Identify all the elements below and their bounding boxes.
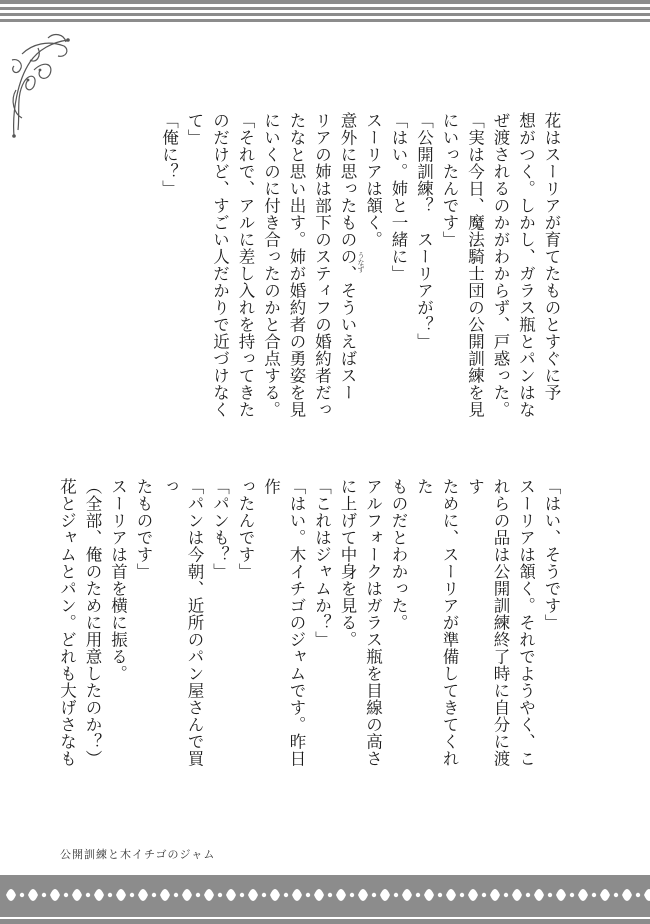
dot-motif: [284, 893, 288, 897]
dot-motif: [394, 893, 398, 897]
dot-motif: [152, 893, 156, 897]
text-column: ったんです」: [236, 478, 255, 580]
dot-motif: [130, 893, 134, 897]
text-column: スーリアは頷く。それでようやく、こ: [516, 478, 536, 767]
dot-motif: [372, 893, 376, 897]
text-column: リアの姉は部下のスティフの婚約者だっ: [312, 112, 332, 418]
running-title: 公開訓練と木イチゴのジャム: [60, 848, 216, 861]
ruby-reading: うなず: [357, 252, 365, 273]
text-column: 「それで、アルに差し入れを持ってきた: [236, 112, 255, 418]
text-column: スーリアは首を横に振る。: [108, 478, 128, 682]
text-column: ぜ渡されるのかがわからず、戸惑った。: [491, 112, 510, 418]
text-column: 「実は今日、魔法騎士団の公開訓練を見: [465, 112, 485, 418]
text-column: 「俺に？」: [159, 112, 179, 197]
text-column: （全部、俺のために用意したのか？）: [83, 478, 102, 767]
upper-text-block: [94, 112, 564, 436]
dot-motif: [548, 893, 552, 897]
text-column: 「公開訓練？ スーリアが？」: [414, 112, 434, 350]
dot-motif: [42, 893, 46, 897]
text-column: 「はい。姉と一緒に」: [389, 112, 408, 282]
text-column: て」: [185, 112, 204, 146]
dot-motif: [526, 893, 530, 897]
dot-motif: [64, 893, 68, 897]
dot-motif: [416, 893, 420, 897]
text-column: ために、スーリアが準備してきてくれた: [414, 478, 459, 767]
dot-motif: [460, 893, 464, 897]
lower-text-block: [57, 478, 564, 768]
text-column: にいくのに付き合ったのかと合点する。: [261, 112, 281, 418]
text-column: 意外に思ったものの、そういえばスー: [338, 112, 357, 401]
dot-motif: [592, 893, 596, 897]
dot-motif: [504, 893, 508, 897]
text-column: アルフォークはガラス瓶を目線の高さ: [363, 478, 383, 767]
text-column: のだけど、すごい人だかりで近づけなく: [210, 112, 230, 418]
text-column: 「これはジャムか？」: [312, 478, 332, 648]
text-column: 花はスーリアが育てたものとすぐに予: [542, 112, 561, 401]
dot-motif: [86, 893, 90, 897]
text-column: に上げて中身を見る。: [338, 478, 357, 648]
dot-motif: [636, 893, 640, 897]
dot-motif: [614, 893, 618, 897]
text-column: 想がつく。しかし、ガラス瓶とパンはな: [516, 112, 536, 418]
dot-motif: [262, 893, 266, 897]
text-column: れらの品は公開訓練終了時に自分に渡す: [465, 478, 510, 767]
top-stripe-border: [0, 0, 650, 28]
text-column: 「パンは今朝、近所のパン屋さんで買っ: [159, 478, 204, 767]
dot-motif: [570, 893, 574, 897]
text-column: スーリアは頷く。: [363, 112, 383, 248]
text-column: 花とジャムとパン。どれも大げさなも: [57, 478, 77, 767]
text-column: たものです」: [134, 478, 153, 580]
corner-flourish-ornament: [8, 30, 74, 142]
dot-motif: [438, 893, 442, 897]
text-column: ものだとわかった。: [389, 478, 408, 631]
text-column: たなと思い出す。姉が婚約者の勇姿を見: [287, 112, 306, 418]
dot-motif: [328, 893, 332, 897]
dot-motif: [482, 893, 486, 897]
text-column: 「はい、そうです」: [542, 478, 561, 631]
text-column: 「パンも？」: [210, 478, 230, 580]
dot-motif: [350, 893, 354, 897]
dot-motif: [108, 893, 112, 897]
dot-motif: [218, 893, 222, 897]
dot-motif: [174, 893, 178, 897]
dot-motif: [196, 893, 200, 897]
bottom-ornamental-border: [0, 875, 650, 924]
text-column: にいったんです」: [440, 112, 459, 248]
text-column: 「はい。木イチゴのジャムです。昨日作: [261, 478, 306, 767]
dot-motif: [240, 893, 244, 897]
dot-motif: [20, 893, 24, 897]
dot-motif: [306, 893, 310, 897]
